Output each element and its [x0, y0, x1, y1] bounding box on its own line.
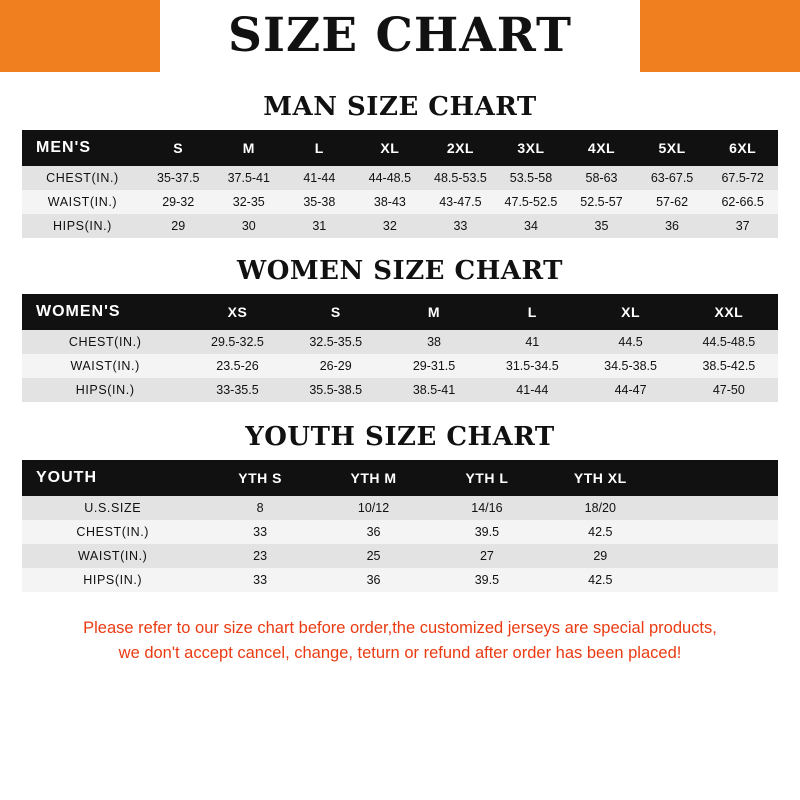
youth-header-cell: YTH L — [465, 470, 509, 486]
row-label: WAIST(IN.) — [78, 549, 148, 563]
youth-header-cell: YTH M — [350, 470, 397, 486]
women-header-cell: XXL — [714, 304, 744, 320]
row-label: CHEST(IN.) — [76, 525, 150, 539]
men-header-cell: 5XL — [658, 140, 686, 156]
row-label: HIPS(IN.) — [75, 383, 135, 397]
table-row — [22, 378, 778, 402]
table-cell: 44.5-48.5 — [702, 335, 756, 349]
table-cell: 35-37.5 — [157, 171, 200, 185]
table-cell: 39.5 — [474, 573, 500, 587]
men-header-cell: M — [242, 140, 255, 156]
youth-header-cell — [657, 460, 778, 496]
women-header-cell: XL — [621, 304, 641, 320]
table-cell: 47.5-52.5 — [504, 195, 558, 209]
table-row — [22, 166, 778, 190]
table-cell — [657, 544, 778, 568]
table-cell: 35.5-38.5 — [309, 383, 363, 397]
table-cell — [657, 568, 778, 592]
row-label: U.S.SIZE — [84, 501, 142, 515]
table-cell: 42.5 — [588, 573, 613, 587]
footer-note — [22, 610, 778, 666]
row-label: WAIST(IN.) — [70, 359, 140, 373]
table-row — [22, 520, 778, 544]
table-cell: 36 — [366, 573, 381, 587]
table-cell: 8 — [256, 501, 264, 515]
table-cell: 43-47.5 — [439, 195, 482, 209]
table-cell: 41-44 — [303, 171, 336, 185]
page-title: SIZE CHART — [210, 0, 590, 72]
men-size-table — [22, 130, 778, 238]
men-header-cell: 3XL — [517, 140, 545, 156]
table-cell: 37 — [735, 219, 750, 233]
men-header-cell: XL — [380, 140, 400, 156]
youth-header-cell: YTH XL — [573, 470, 627, 486]
table-cell: 29 — [593, 549, 608, 563]
table-cell: 14/16 — [471, 501, 503, 515]
table-cell: 34 — [524, 219, 538, 233]
table-cell: 38-43 — [373, 195, 406, 209]
table-cell: 38.5-42.5 — [702, 359, 756, 373]
table-cell: 23 — [253, 549, 268, 563]
table-cell: 36 — [366, 525, 381, 539]
youth-header-cell: YTH S — [238, 470, 282, 486]
table-cell: 34.5-38.5 — [604, 359, 657, 373]
footer-note-line-1: Please refer to our size chart before order,the customized jerseys are special products, — [83, 619, 717, 637]
table-cell: 38 — [427, 335, 441, 349]
table-row — [22, 354, 778, 378]
table-cell: 35-38 — [303, 195, 336, 209]
youth-size-table — [22, 460, 778, 592]
footer-note-line-2: we don't accept cancel, change, teturn or refund after order has been placed! — [118, 643, 682, 662]
table-cell: 29-31.5 — [412, 359, 456, 373]
women-size-table — [22, 294, 778, 402]
table-cell: 30 — [241, 219, 256, 233]
men-header-cell: S — [173, 140, 184, 156]
table-row — [22, 496, 778, 520]
women-section-title: WOMEN SIZE CHART — [237, 256, 563, 286]
row-label: HIPS(IN.) — [83, 573, 143, 587]
content-area — [0, 72, 800, 800]
table-cell: 33 — [453, 219, 468, 233]
table-row — [22, 544, 778, 568]
table-cell: 53.5-58 — [509, 171, 553, 185]
men-header-cell: 6XL — [729, 140, 757, 156]
table-cell: 44-47 — [614, 383, 647, 397]
table-cell: 39.5 — [474, 525, 500, 539]
table-cell: 44.5 — [618, 335, 643, 349]
table-row — [22, 214, 778, 238]
table-row — [22, 568, 778, 592]
row-label: WAIST(IN.) — [47, 195, 118, 209]
men-header-cell: 4XL — [587, 140, 616, 156]
table-cell: 33-35.5 — [216, 383, 259, 397]
table-cell: 31.5-34.5 — [505, 359, 559, 373]
table-header-row — [22, 460, 778, 496]
table-cell: 31 — [312, 219, 327, 233]
table-cell: 27 — [479, 549, 494, 563]
table-cell: 52.5-57 — [580, 195, 623, 209]
table-cell: 42.5 — [588, 525, 613, 539]
table-cell: 18/20 — [584, 501, 616, 515]
row-label: CHEST(IN.) — [68, 335, 142, 349]
table-cell: 41-44 — [516, 383, 549, 397]
women-header-cell: XS — [227, 304, 248, 320]
table-cell: 33 — [253, 573, 268, 587]
table-cell: 33 — [253, 525, 268, 539]
table-cell: 32-35 — [232, 195, 265, 209]
table-header-row — [22, 130, 778, 166]
row-label: HIPS(IN.) — [53, 219, 112, 233]
table-cell: 62-66.5 — [721, 195, 764, 209]
table-cell: 29.5-32.5 — [211, 335, 264, 349]
table-cell: 38.5-41 — [412, 383, 456, 397]
women-header-cell: S — [330, 304, 341, 320]
table-cell: 47-50 — [712, 383, 745, 397]
table-cell: 67.5-72 — [721, 171, 764, 185]
table-cell: 26-29 — [319, 359, 352, 373]
table-row — [22, 330, 778, 354]
table-cell: 57-62 — [656, 195, 689, 209]
table-cell: 32.5-35.5 — [309, 335, 363, 349]
men-header-cell: L — [314, 140, 324, 156]
table-cell: 29 — [171, 219, 186, 233]
table-cell: 10/12 — [357, 501, 390, 515]
men-section-title: MAN SIZE CHART — [263, 92, 537, 122]
table-cell: 25 — [366, 549, 381, 563]
header-band — [0, 0, 800, 72]
table-header-row — [22, 294, 778, 330]
table-cell: 23.5-26 — [216, 359, 259, 373]
table-cell — [657, 496, 778, 520]
women-header-cell: WOMEN'S — [36, 303, 121, 320]
men-header-cell: MEN'S — [36, 139, 92, 156]
table-cell: 37.5-41 — [227, 171, 270, 185]
row-label: CHEST(IN.) — [46, 171, 119, 185]
table-cell: 63-67.5 — [650, 171, 694, 185]
table-row — [22, 190, 778, 214]
women-header-cell: M — [427, 304, 441, 320]
table-cell: 29-32 — [162, 195, 195, 209]
table-cell: 35 — [594, 219, 609, 233]
youth-section-title: YOUTH SIZE CHART — [245, 422, 555, 452]
table-cell: 32 — [382, 219, 397, 233]
table-cell: 48.5-53.5 — [434, 171, 487, 185]
table-cell: 41 — [525, 335, 540, 349]
table-cell: 58-63 — [585, 171, 618, 185]
table-cell: 44-48.5 — [368, 171, 412, 185]
table-cell — [657, 520, 778, 544]
men-header-cell: 2XL — [446, 140, 474, 156]
women-header-cell: L — [527, 304, 537, 320]
youth-header-cell: YOUTH — [36, 469, 97, 486]
table-cell: 36 — [665, 219, 679, 233]
